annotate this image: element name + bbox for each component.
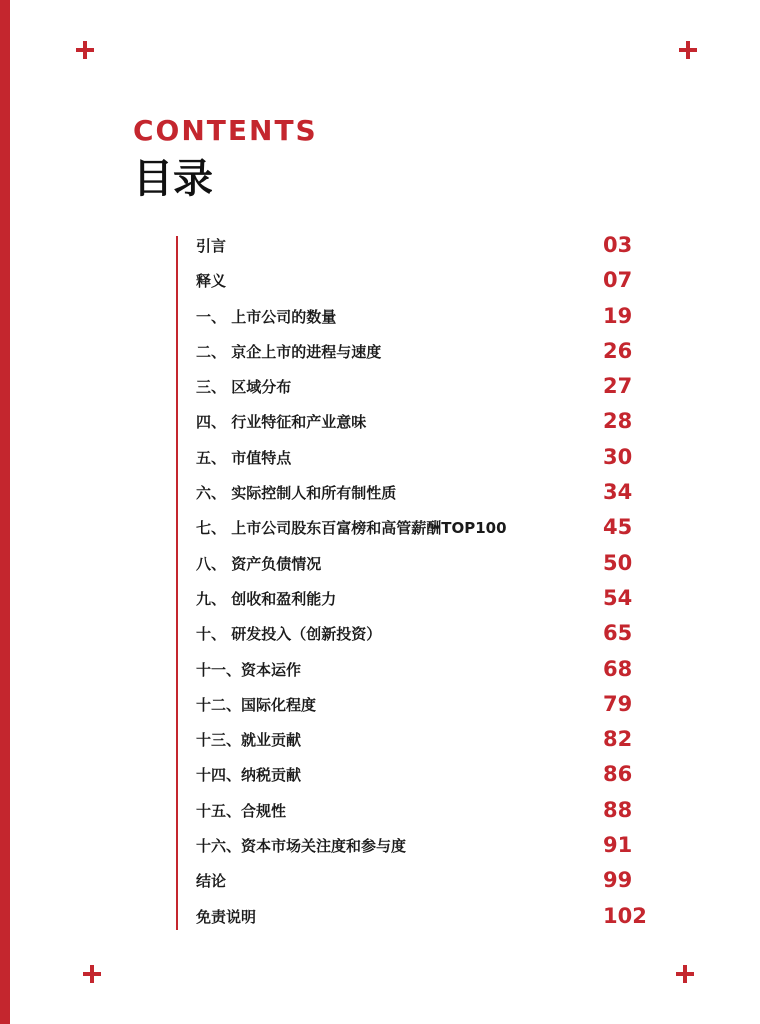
- toc-entry-page-number[interactable]: 54: [603, 585, 633, 610]
- toc-entry-title[interactable]: 十六、资本市场关注度和参与度: [196, 837, 407, 856]
- toc-divider-line: [176, 236, 178, 930]
- toc-entry-page-number[interactable]: 99: [603, 868, 633, 893]
- toc-entry[interactable]: [196, 335, 656, 370]
- toc-entry[interactable]: [196, 476, 656, 511]
- toc-entry-title[interactable]: 十一、资本运作: [196, 660, 302, 679]
- toc-entry-page-number[interactable]: 91: [603, 833, 633, 858]
- toc-entry-page-number[interactable]: 65: [603, 621, 633, 646]
- toc-entry-page-number[interactable]: 27: [603, 374, 633, 399]
- toc-entry-page-number[interactable]: 68: [603, 656, 633, 681]
- toc-entry-title[interactable]: 二、 京企上市的进程与速度: [196, 342, 382, 361]
- toc-entry-page-number[interactable]: 102: [603, 903, 647, 928]
- toc-entry[interactable]: [196, 653, 656, 688]
- toc-entry-title[interactable]: 引言: [196, 237, 227, 255]
- left-accent-bar: [0, 0, 10, 1024]
- toc-entry[interactable]: [196, 370, 656, 405]
- toc-entry-page-number[interactable]: 50: [603, 550, 633, 575]
- toc-entry[interactable]: [196, 441, 656, 476]
- toc-entry-title[interactable]: 免责说明: [196, 907, 257, 926]
- toc-entry-title[interactable]: 七、 上市公司股东百富榜和高管薪酬TOP100: [196, 519, 507, 538]
- toc-entry-title[interactable]: 八、 资产负债情况: [196, 554, 322, 573]
- toc-entry-page-number[interactable]: 79: [603, 691, 633, 716]
- toc-entry-page-number[interactable]: 30: [603, 444, 633, 469]
- plus-icon: [76, 41, 94, 59]
- toc-entry-title[interactable]: 三、 区域分布: [196, 378, 292, 397]
- toc-entry-title[interactable]: 五、 市值特点: [196, 448, 292, 467]
- plus-icon: [679, 41, 697, 59]
- toc-entry-title[interactable]: 九、 创收和盈利能力: [196, 589, 337, 608]
- toc-entry[interactable]: [196, 758, 656, 793]
- toc-entry[interactable]: [196, 300, 656, 335]
- toc-entry-page-number[interactable]: 45: [603, 515, 633, 540]
- toc-entry-title[interactable]: 十五、合规性: [196, 801, 287, 820]
- toc-entry-title[interactable]: 十二、国际化程度: [196, 695, 317, 714]
- toc-entry[interactable]: [196, 405, 656, 440]
- toc-entry[interactable]: [196, 864, 656, 899]
- toc-entry-title[interactable]: 四、 行业特征和产业意味: [196, 413, 367, 432]
- toc-entry-title[interactable]: 六、 实际控制人和所有制性质: [196, 484, 397, 503]
- toc-entry-title[interactable]: 十、 研发投入（创新投资）: [196, 625, 382, 644]
- toc-entry[interactable]: [196, 900, 656, 935]
- toc-entry-page-number[interactable]: 19: [603, 303, 633, 328]
- toc-entry[interactable]: [196, 617, 656, 652]
- toc-entry-page-number[interactable]: 03: [603, 233, 633, 257]
- toc-entry-title[interactable]: 十三、就业贡献: [196, 731, 302, 750]
- toc-entry-page-number[interactable]: 26: [603, 338, 633, 363]
- toc-entry-title[interactable]: 结论: [196, 872, 227, 891]
- toc-entry[interactable]: [196, 264, 656, 299]
- plus-icon: [83, 965, 101, 983]
- toc-entry[interactable]: [196, 547, 656, 582]
- toc-entry[interactable]: [196, 794, 656, 829]
- plus-icon: [676, 965, 694, 983]
- contents-label: CONTENTS: [133, 114, 318, 147]
- toc-entry-page-number[interactable]: 28: [603, 409, 633, 434]
- toc-entry-title[interactable]: 释义: [196, 272, 227, 291]
- toc-entry-page-number[interactable]: 82: [603, 727, 633, 752]
- toc-entry-title[interactable]: 十四、纳税贡献: [196, 766, 302, 785]
- toc-entry-page-number[interactable]: 88: [603, 797, 633, 822]
- toc-entry[interactable]: [196, 723, 656, 758]
- toc-entry[interactable]: [196, 582, 656, 617]
- page-title: 目录: [133, 156, 213, 202]
- table-of-contents: [196, 229, 656, 935]
- toc-entry-page-number[interactable]: 34: [603, 480, 633, 505]
- toc-entry[interactable]: [196, 229, 656, 264]
- toc-entry[interactable]: [196, 688, 656, 723]
- toc-entry-title[interactable]: 一、 上市公司的数量: [196, 307, 337, 326]
- toc-entry[interactable]: [196, 829, 656, 864]
- toc-entry-page-number[interactable]: 07: [603, 268, 633, 293]
- toc-entry-page-number[interactable]: 86: [603, 762, 633, 787]
- toc-entry[interactable]: [196, 511, 656, 546]
